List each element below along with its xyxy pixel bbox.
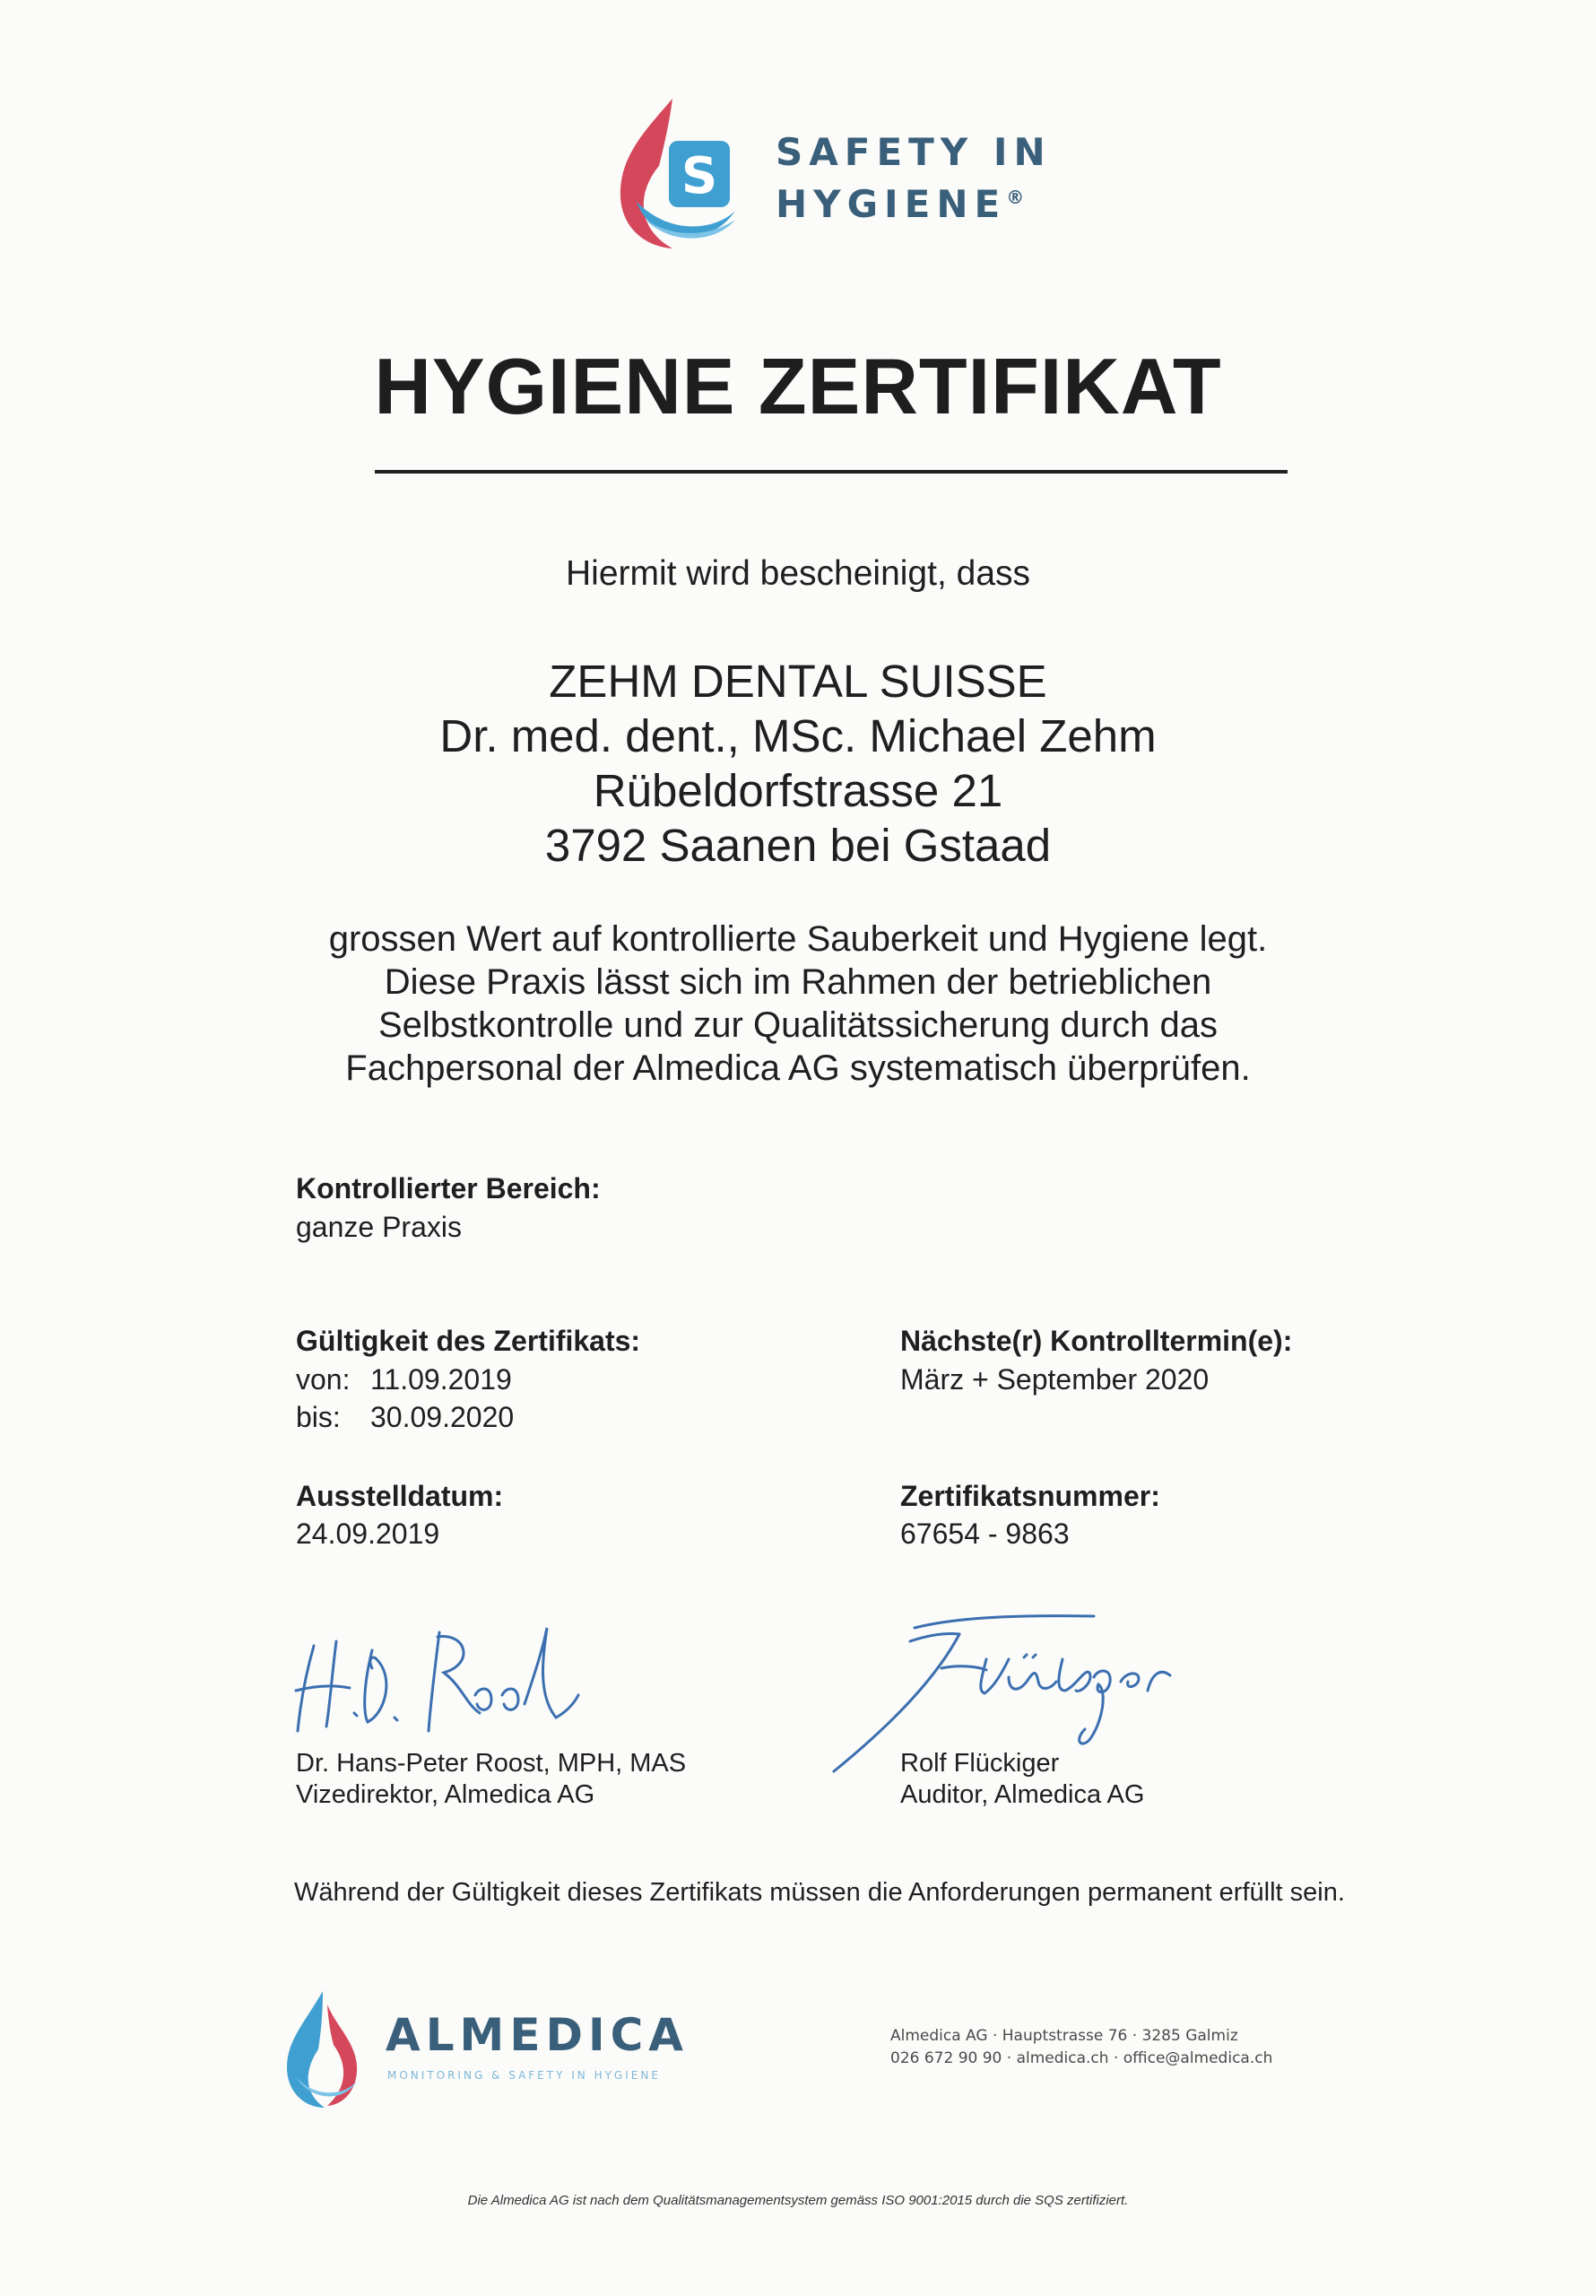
next-inspection-label: Nächste(r) Kontrolltermin(e): bbox=[900, 1325, 1293, 1357]
safety-in-hygiene-logo bbox=[610, 94, 1076, 256]
signatory-2-role: Auditor, Almedica AG bbox=[900, 1780, 1145, 1809]
almedica-logo bbox=[278, 1987, 689, 2112]
statement-line: Fachpersonal der Almedica AG systematisch überprüfen. bbox=[345, 1048, 1251, 1088]
issue-date-label: Ausstelldatum: bbox=[296, 1480, 504, 1512]
recipient-city: 3792 Saanen bei Gstaad bbox=[544, 820, 1052, 871]
issue-date-value: 24.09.2019 bbox=[296, 1518, 440, 1550]
recipient-doctor: Dr. med. dent., MSc. Michael Zehm bbox=[439, 710, 1157, 761]
iso-certification-note: Die Almedica AG ist nach dem Qualitätsmanagementsystem gemäss ISO 9001:2015 durch die SQS zertifiziert. bbox=[467, 2193, 1129, 2208]
valid-to-value: 30.09.2020 bbox=[370, 1401, 515, 1433]
certificate-number-label: Zertifikatsnummer: bbox=[900, 1480, 1160, 1512]
signature-roost bbox=[287, 1614, 583, 1740]
logo-line1: SAFETY IN bbox=[776, 130, 1052, 174]
signatory-1-name: Dr. Hans-Peter Roost, MPH, MAS bbox=[296, 1749, 687, 1778]
recipient-company: ZEHM DENTAL SUISSE bbox=[549, 656, 1047, 707]
company-contact: 026 672 90 90 · almedica.ch · office@almedica.ch bbox=[890, 2049, 1273, 2067]
almedica-logo-tagline: MONITORING & SAFETY IN HYGIENE bbox=[387, 2069, 661, 2082]
certificate-number-value: 67654 - 9863 bbox=[900, 1518, 1070, 1550]
next-inspection-value: März + September 2020 bbox=[900, 1363, 1210, 1396]
area-label: Kontrollierter Bereich: bbox=[296, 1172, 601, 1205]
intro-text: Hiermit wird bescheinigt, dass bbox=[565, 554, 1031, 593]
logo-line2: HYGIENE® bbox=[776, 182, 1031, 226]
title-divider bbox=[375, 470, 1288, 474]
signatory-2-name: Rolf Flückiger bbox=[900, 1749, 1060, 1778]
valid-from-key: von: bbox=[296, 1363, 351, 1396]
signatory-1-role: Vizedirektor, Almedica AG bbox=[296, 1780, 595, 1809]
logo-badge-letter: S bbox=[681, 147, 718, 205]
statement-line: grossen Wert auf kontrollierte Sauberkeit und Hygiene legt. bbox=[328, 919, 1268, 959]
statement-line: Selbstkontrolle und zur Qualitätssicherung durch das bbox=[377, 1005, 1219, 1045]
valid-to-key: bis: bbox=[296, 1401, 341, 1433]
validity-note: Während der Gültigkeit dieses Zertifikats müssen die Anforderungen permanent erfüllt sein. bbox=[294, 1878, 1345, 1907]
valid-from-value: 11.09.2019 bbox=[370, 1363, 512, 1396]
area-value: ganze Praxis bbox=[296, 1211, 462, 1243]
certificate-title: HYGIENE ZERTIFIKAT bbox=[374, 342, 1222, 430]
recipient-street: Rübeldorfstrasse 21 bbox=[593, 765, 1003, 816]
drop-flame-icon bbox=[610, 94, 1076, 256]
validity-label: Gültigkeit des Zertifikats: bbox=[296, 1325, 641, 1357]
drop-icon bbox=[278, 1987, 368, 2112]
statement-line: Diese Praxis lässt sich im Rahmen der betrieblichen bbox=[384, 962, 1212, 1002]
almedica-logo-name: ALMEDICA bbox=[386, 2009, 689, 2061]
company-address: Almedica AG · Hauptstrasse 76 · 3285 Galmiz bbox=[890, 2027, 1238, 2045]
